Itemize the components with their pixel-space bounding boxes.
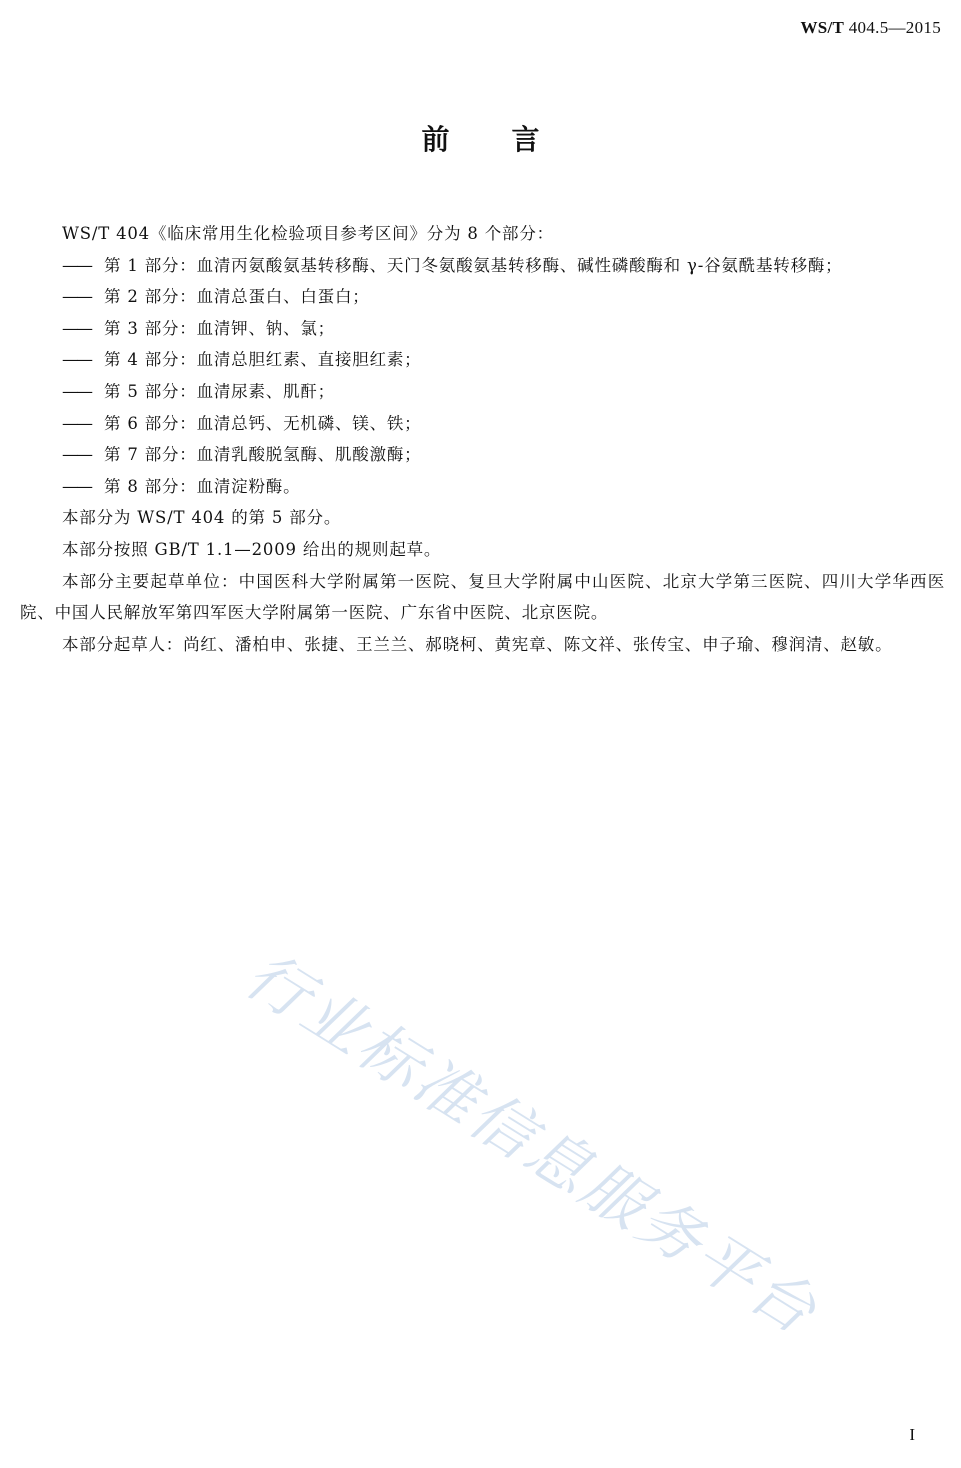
list-item-part-8	[20, 471, 945, 503]
list-dash: ——	[62, 350, 91, 370]
list-item-part-3	[20, 313, 945, 345]
standard-number: 404.5—2015	[848, 18, 941, 37]
list-dash: ——	[62, 381, 91, 401]
standard-code-header	[800, 18, 941, 38]
foreword-body	[20, 218, 945, 660]
list-dash: ——	[62, 255, 91, 275]
list-dash: ——	[62, 445, 91, 465]
title-char-2: 言	[511, 123, 540, 156]
page-number: I	[909, 1425, 915, 1444]
list-item-text: 第 2 部分：血清总蛋白、白蛋白；	[104, 287, 370, 307]
intro-paragraph: WS/T 404《临床常用生化检验项目参考区间》分为 8 个部分：	[62, 224, 554, 243]
list-dash: ——	[62, 413, 91, 433]
list-item-part-7	[20, 439, 945, 471]
page-title	[0, 118, 961, 158]
list-item-part-2	[20, 281, 945, 313]
drafting-rules-paragraph: 本部分按照 GB/T 1.1—2009 给出的规则起草。	[62, 539, 442, 559]
drafters-paragraph: 本部分起草人：尚红、潘柏申、张捷、王兰兰、郝晓柯、黄宪章、陈文祥、张传宝、申子瑜、穆润清、赵敏。	[62, 634, 893, 654]
list-item-text: 第 6 部分：血清总钙、无机磷、镁、铁；	[104, 413, 422, 433]
list-dash: ——	[62, 318, 91, 338]
list-item-part-1	[20, 250, 945, 282]
watermark-text: 行业标准信息服务平台	[233, 937, 832, 1350]
list-item-part-4	[20, 344, 945, 376]
list-dash: ——	[62, 476, 91, 496]
title-char-1: 前	[421, 123, 450, 156]
list-item-part-5	[20, 376, 945, 408]
list-item-text: 第 3 部分：血清钾、钠、氯；	[104, 318, 335, 338]
list-item-text: 第 4 部分：血清总胆红素、直接胆红素；	[104, 350, 422, 370]
standard-prefix: WS/T	[800, 18, 845, 37]
list-item-text: 第 7 部分：血清乳酸脱氢酶、肌酸激酶；	[104, 445, 422, 465]
list-dash: ——	[62, 287, 91, 307]
this-part-paragraph: 本部分为 WS/T 404 的第 5 部分。	[62, 508, 342, 528]
list-item-text: 第 5 部分：血清尿素、肌酐；	[104, 381, 335, 401]
list-item-text: 第 1 部分：血清丙氨酸氨基转移酶、天门冬氨酸氨基转移酶、碱性磷酸酶和 γ-谷氨酰基转移酶；	[104, 255, 843, 275]
list-item-part-6	[20, 408, 945, 440]
drafting-units-paragraph: 本部分主要起草单位：中国医科大学附属第一医院、复旦大学附属中山医院、北京大学第三医院、四川大学华西医院、中国人民解放军第四军医大学附属第一医院、广东省中医院、北京医院。	[20, 571, 945, 623]
list-item-text: 第 8 部分：血清淀粉酶。	[104, 476, 301, 496]
